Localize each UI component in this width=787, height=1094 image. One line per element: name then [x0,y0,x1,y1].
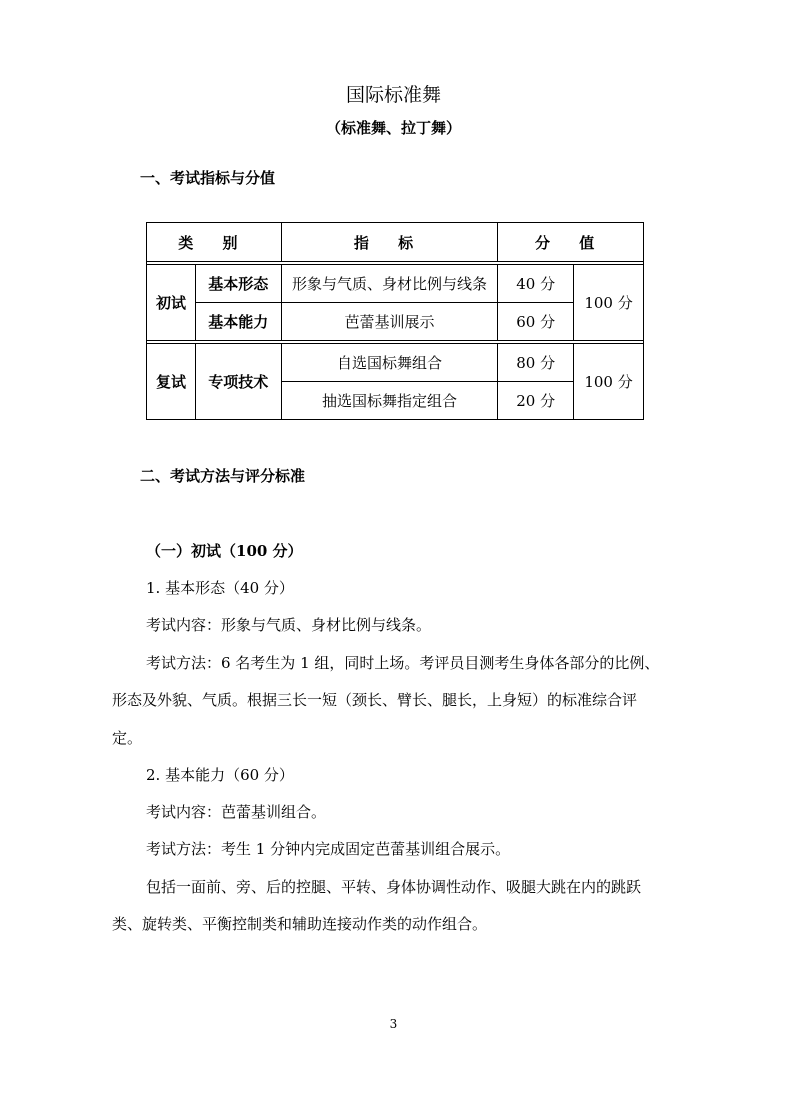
score-cell: 80 分 [498,344,574,382]
item1-method-line3: 定。 [112,729,143,747]
table-row [147,303,644,341]
page-title: 国际标准舞 [345,84,441,106]
table-row [147,344,644,382]
header-score: 分 值 [498,223,644,262]
item2-detail-line1: 包括一面前、旁、后的控腿、平转、身体协调性动作、吸腿大跳在内的跳跃 [146,878,642,896]
item2-detail-line2: 类、旋转类、平衡控制类和辅助连接动作类的动作组合。 [112,915,488,933]
score-table [146,222,644,420]
page-number: 3 [389,1017,398,1031]
sub-category-cell: 专项技术 [195,344,281,420]
header-indicator: 指 标 [281,223,498,262]
indicator-cell: 芭蕾基训展示 [281,303,498,341]
page-subtitle: （标准舞、拉丁舞） [325,119,461,137]
item2-title: 2. 基本能力（60 分） [146,766,294,784]
category-cell: 初试 [147,265,196,341]
category-cell: 复试 [147,344,196,420]
indicator-cell: 自选国标舞组合 [281,344,498,382]
score-cell: 20 分 [498,382,574,420]
table-row [147,265,644,303]
item1-content: 考试内容：形象与气质、身材比例与线条。 [146,616,432,634]
indicator-cell: 抽选国标舞指定组合 [281,382,498,420]
item2-content: 考试内容：芭蕾基训组合。 [146,803,327,821]
total-cell: 100 分 [574,265,644,341]
subsection-initial-heading: （一）初试（100 分） [146,542,303,560]
sub-category-cell: 基本形态 [195,265,281,303]
item1-method-line2: 形态及外貌、气质。根据三长一短（颈长、臂长、腿长，上身短）的标准综合评 [112,691,638,709]
score-cell: 60 分 [498,303,574,341]
header-category: 类 别 [147,223,282,262]
item1-title: 1. 基本形态（40 分） [146,579,294,597]
item1-method-line1: 考试方法：6 名考生为 1 组，同时上场。考评员目测考生身体各部分的比例、 [146,654,660,672]
table-header-row [147,223,644,262]
sub-category-cell: 基本能力 [195,303,281,341]
score-cell: 40 分 [498,265,574,303]
total-cell: 100 分 [574,344,644,420]
section1-heading: 一、考试指标与分值 [140,169,276,187]
section2-heading: 二、考试方法与评分标准 [140,467,306,485]
indicator-cell: 形象与气质、身材比例与线条 [281,265,498,303]
item2-method: 考试方法：考生 1 分钟内完成固定芭蕾基训组合展示。 [146,840,511,858]
